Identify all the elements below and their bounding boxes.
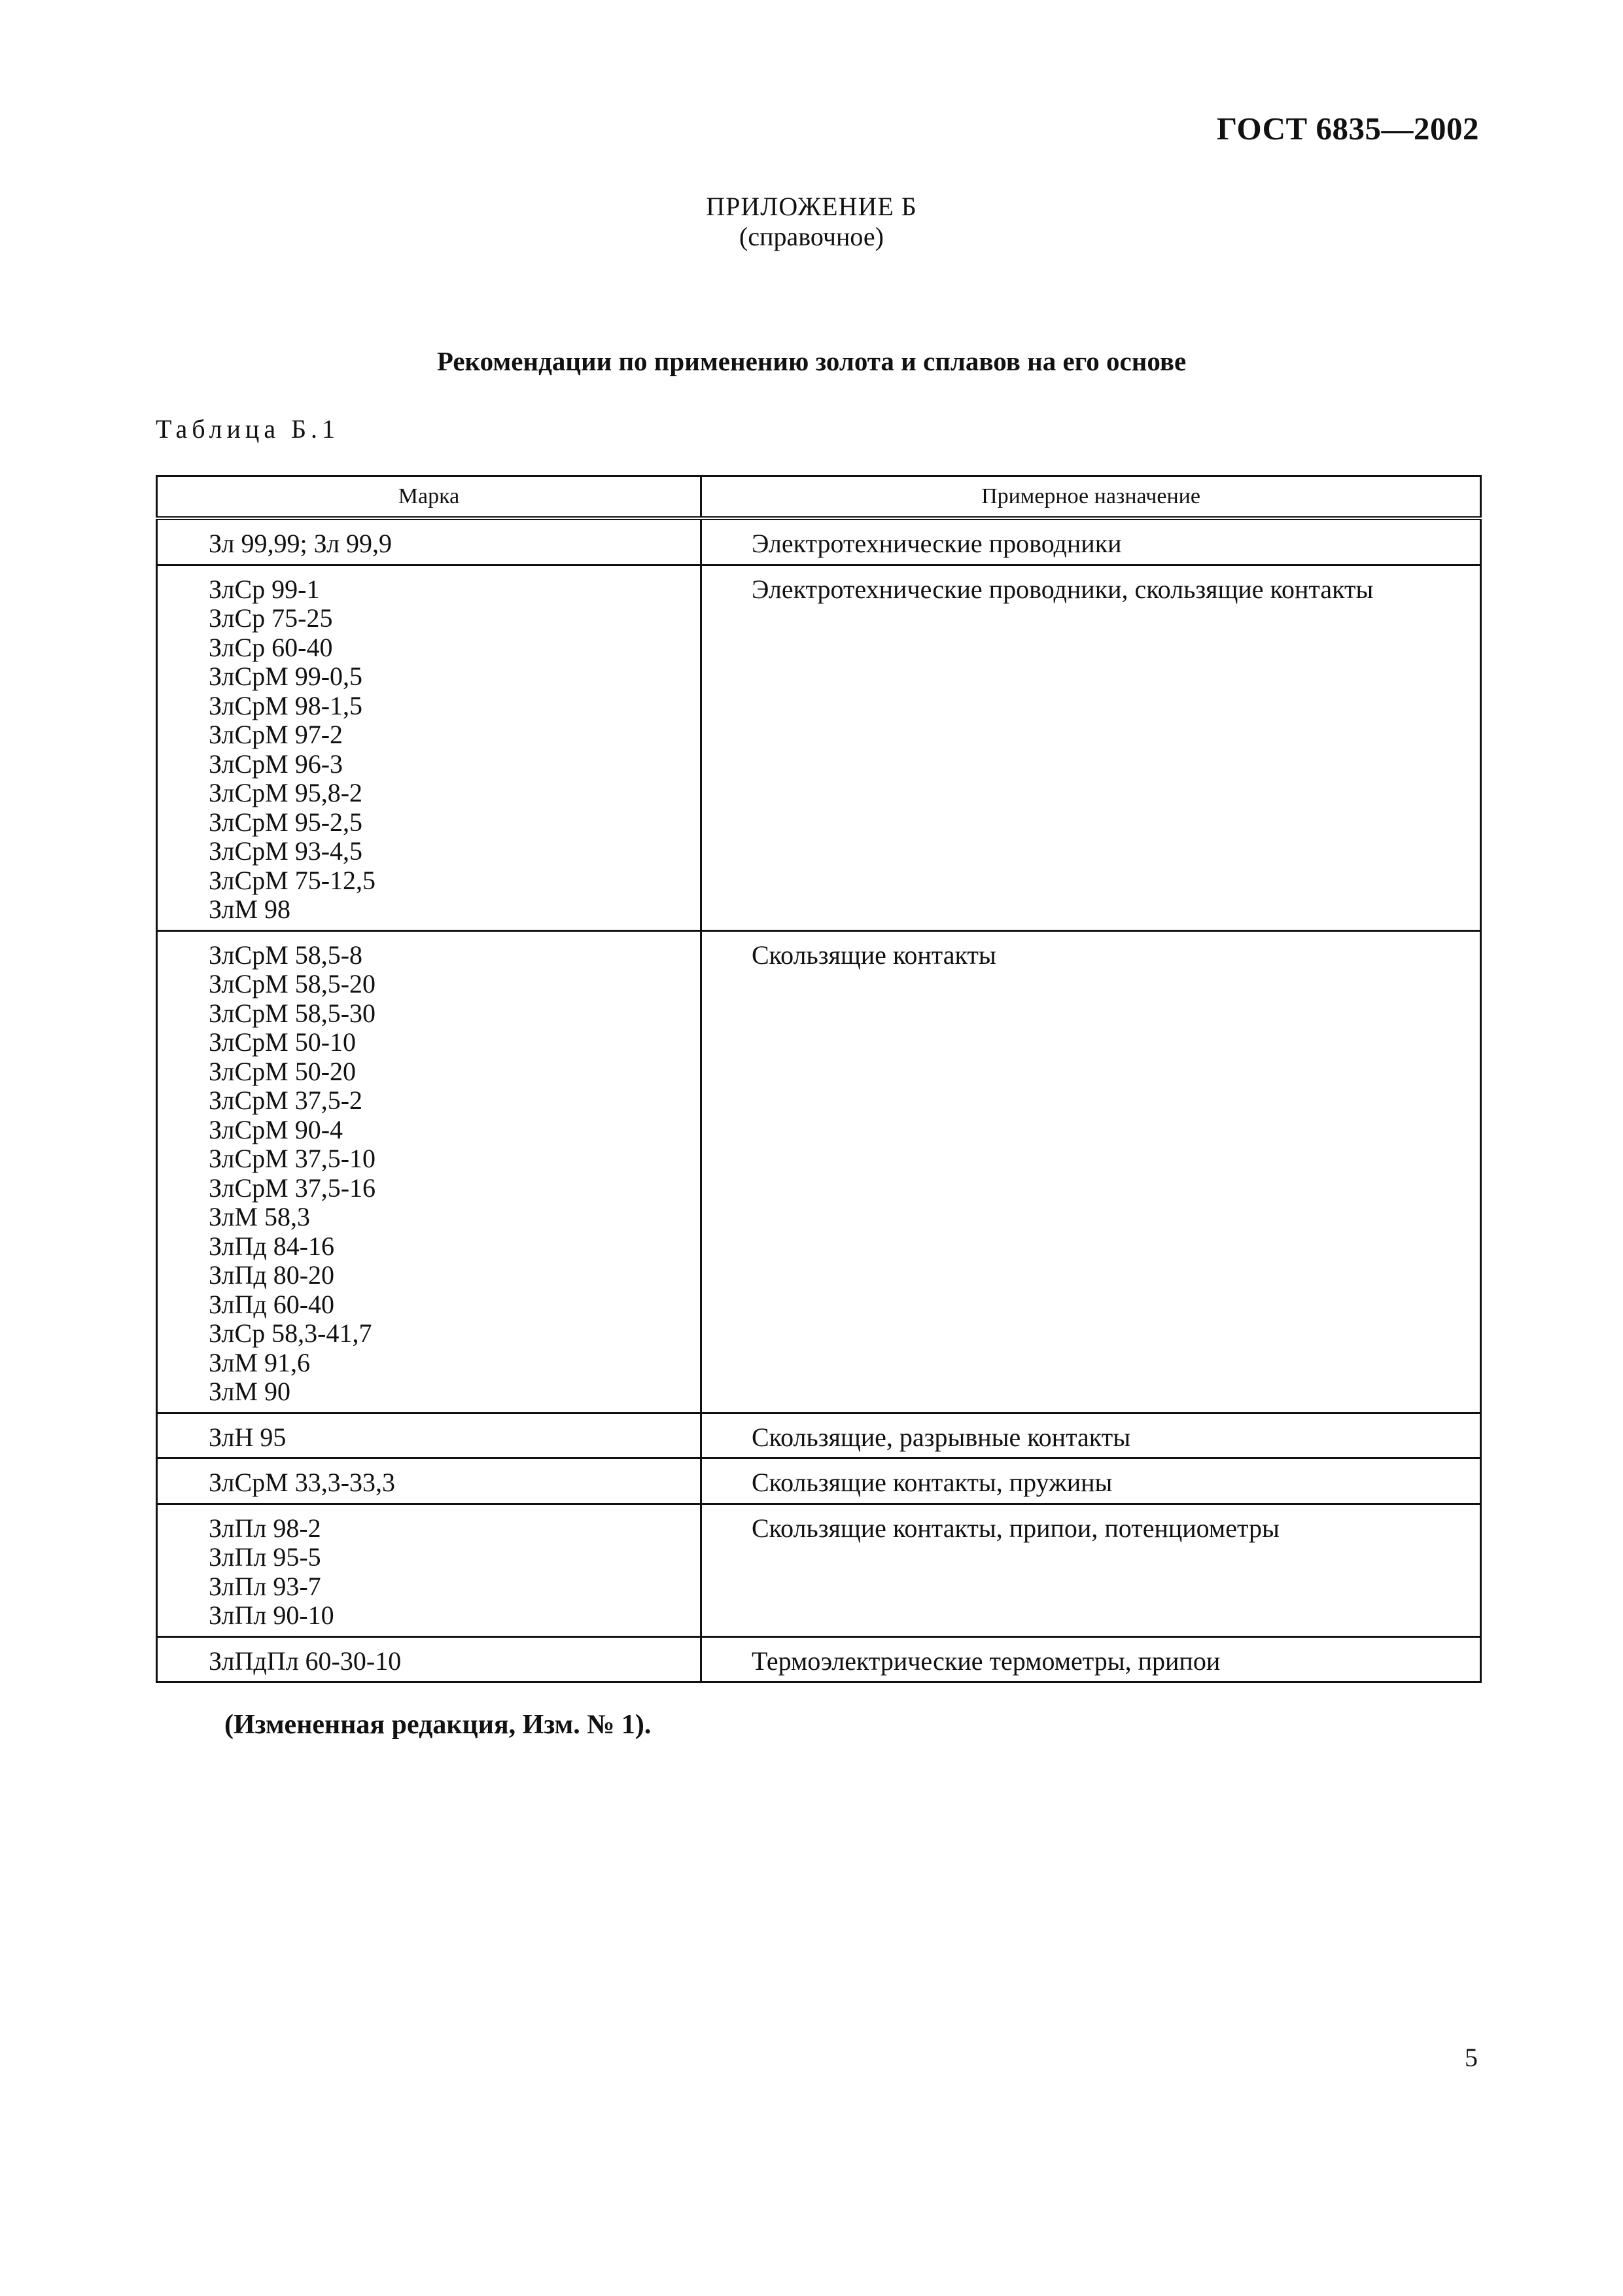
alloy-mark: ЗлПд 84-16 — [209, 1231, 335, 1261]
alloy-mark: ЗлН 95 — [209, 1422, 287, 1452]
purpose-cell: Термоэлектрические термометры, припои — [701, 1636, 1481, 1682]
alloy-mark: ЗлСрМ 50-20 — [209, 1056, 357, 1086]
purpose-cell: Электротехнические проводники — [701, 518, 1481, 565]
mark-cell — [157, 1413, 701, 1458]
table-row — [157, 518, 1481, 565]
alloy-mark: ЗлСрМ 95,8-2 — [209, 778, 363, 807]
alloy-mark: ЗлПдПл 60-30-10 — [209, 1646, 402, 1676]
alloy-mark: ЗлСрМ 99-0,5 — [209, 662, 363, 691]
mark-cell — [157, 1504, 701, 1636]
alloy-mark: ЗлПл 98-2 — [209, 1513, 321, 1543]
alloy-mark: ЗлСрМ 93-4,5 — [209, 836, 363, 866]
table-row — [157, 1413, 1481, 1458]
alloy-mark: ЗлСр 60-40 — [209, 632, 333, 662]
column-header-mark: Марка — [157, 476, 701, 519]
alloy-mark: ЗлСрМ 37,5-10 — [209, 1144, 376, 1173]
alloy-mark: ЗлСрМ 58,5-30 — [209, 998, 376, 1028]
alloy-mark: ЗлСрМ 37,5-16 — [209, 1173, 376, 1203]
alloy-mark: ЗлПл 95-5 — [209, 1542, 321, 1572]
alloy-mark: ЗлПд 60-40 — [209, 1289, 335, 1319]
mark-cell — [157, 1458, 701, 1504]
alloy-mark: ЗлМ 98 — [209, 894, 291, 924]
alloy-mark: ЗлСрМ 58,5-20 — [209, 969, 376, 998]
alloy-mark: ЗлСрМ 97-2 — [209, 720, 343, 749]
page-number: 5 — [1465, 2043, 1478, 2072]
alloy-mark: ЗлСр 75-25 — [209, 603, 333, 633]
table-header-row — [157, 476, 1481, 519]
alloy-mark: ЗлСр 58,3-41,7 — [209, 1318, 372, 1348]
column-header-purpose: Примерное назначение — [701, 476, 1481, 519]
purpose-cell: Электротехнические проводники, скользящие контакты — [701, 565, 1481, 930]
alloy-mark: ЗлСрМ 95-2,5 — [209, 807, 363, 837]
mark-cell — [157, 1636, 701, 1682]
alloy-mark: ЗлСр 99-1 — [209, 574, 320, 604]
alloy-mark: ЗлСрМ 96-3 — [209, 749, 343, 779]
alloy-mark: ЗлСрМ 37,5-2 — [209, 1086, 363, 1115]
annex-title: ПРИЛОЖЕНИЕ Б — [706, 192, 917, 221]
standard-number: ГОСТ 6835—2002 — [1217, 111, 1479, 147]
alloy-mark: ЗлПл 90-10 — [209, 1600, 334, 1630]
alloy-mark: ЗлСрМ 90-4 — [209, 1114, 343, 1144]
purpose-cell: Скользящие, разрывные контакты — [701, 1413, 1481, 1458]
mark-cell — [157, 518, 701, 565]
table-caption: Таблица Б.1 — [156, 414, 340, 444]
alloy-mark: ЗлМ 58,3 — [209, 1202, 311, 1231]
purpose-cell: Скользящие контакты — [701, 930, 1481, 1413]
alloy-mark: ЗлМ 91,6 — [209, 1347, 311, 1377]
alloy-mark: Зл 99,99; Зл 99,9 — [209, 529, 393, 558]
alloy-mark: ЗлСрМ 50-10 — [209, 1027, 357, 1057]
alloy-mark: ЗлСрМ 33,3-33,3 — [209, 1468, 396, 1497]
alloy-table — [156, 475, 1482, 1683]
table-row — [157, 1636, 1481, 1682]
alloy-mark: ЗлПд 80-20 — [209, 1260, 335, 1290]
table-row — [157, 1458, 1481, 1504]
alloy-mark: ЗлСрМ 58,5-8 — [209, 940, 363, 970]
purpose-cell: Скользящие контакты, пружины — [701, 1458, 1481, 1504]
table-row — [157, 1504, 1481, 1636]
mark-cell — [157, 930, 701, 1413]
table-row — [157, 565, 1481, 930]
alloy-mark: ЗлСрМ 75-12,5 — [209, 865, 376, 895]
annex-subtitle: (справочное) — [739, 222, 884, 251]
alloy-mark: ЗлСрМ 98-1,5 — [209, 690, 363, 720]
alloy-mark: ЗлПл 93-7 — [209, 1571, 321, 1601]
document-title: Рекомендации по применению золота и сплавов на его основе — [436, 346, 1187, 376]
mark-cell — [157, 565, 701, 930]
table-body — [157, 518, 1481, 1682]
purpose-cell: Скользящие контакты, припои, потенциометры — [701, 1504, 1481, 1636]
table-row — [157, 930, 1481, 1413]
amendment-note: (Измененная редакция, Изм. № 1). — [224, 1710, 652, 1740]
alloy-mark: ЗлМ 90 — [209, 1377, 291, 1406]
